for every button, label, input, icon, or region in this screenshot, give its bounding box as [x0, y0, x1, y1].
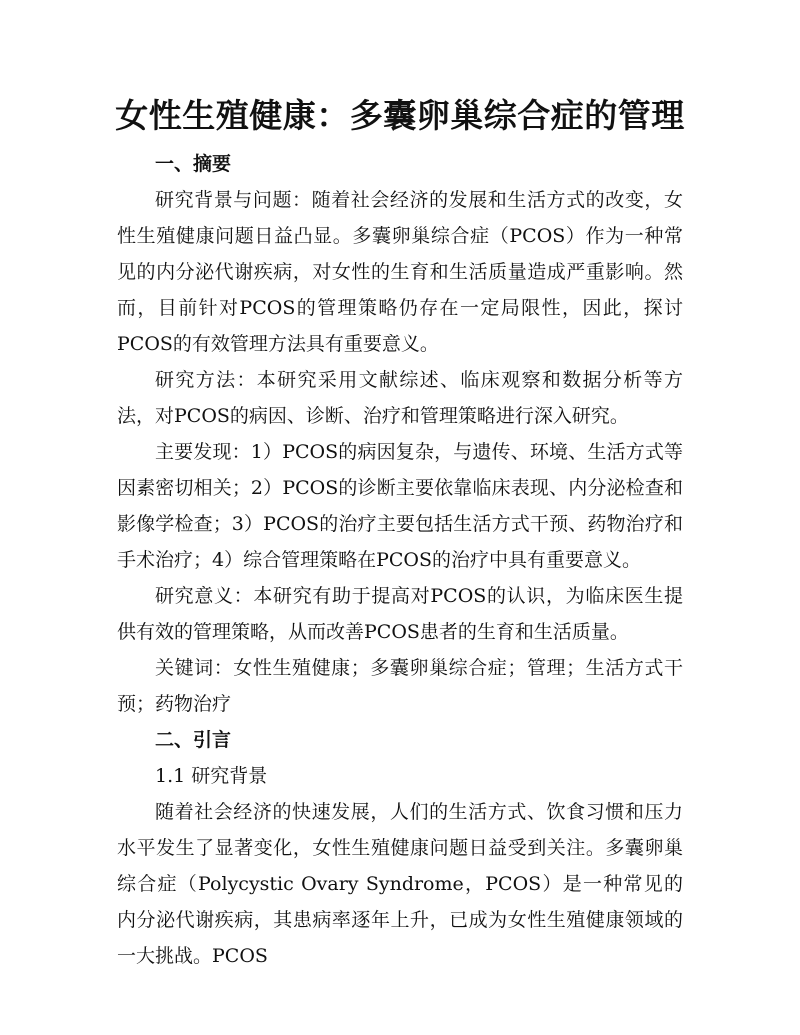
abstract-methods-paragraph: 研究方法：本研究采用文献综述、临床观察和数据分析等方法，对PCOS的病因、诊断、治疗和管理策略进行深入研究。	[117, 369, 683, 427]
introduction-heading: 二、引言	[155, 729, 232, 751]
research-background-subheading: 1.1 研究背景	[155, 765, 268, 787]
abstract-heading: 一、摘要	[155, 153, 232, 175]
introduction-paragraph: 随着社会经济的快速发展，人们的生活方式、饮食习惯和压力水平发生了显著变化，女性生殖健康问题日益受到关注。多囊卵巢综合症（Polycystic Ovary Syndrome，PCOS）是一种常见的内分泌代谢疾病，其患病率逐年上升，已成为女性生殖健康领域的一大挑战。PCOS	[117, 801, 683, 967]
abstract-findings-paragraph: 主要发现：1）PCOS的病因复杂，与遗传、环境、生活方式等因素密切相关；2）PCOS的诊断主要依靠临床表现、内分泌检查和影像学检查；3）PCOS的治疗主要包括生活方式干预、药物治疗和手术治疗；4）综合管理策略在PCOS的治疗中具有重要意义。	[117, 441, 683, 571]
keywords-paragraph: 关键词：女性生殖健康；多囊卵巢综合症；管理；生活方式干预；药物治疗	[117, 657, 683, 715]
abstract-significance-paragraph: 研究意义：本研究有助于提高对PCOS的认识，为临床医生提供有效的管理策略，从而改善PCOS患者的生育和生活质量。	[117, 585, 683, 643]
document-body	[117, 146, 683, 974]
abstract-background-paragraph: 研究背景与问题：随着社会经济的发展和生活方式的改变，女性生殖健康问题日益凸显。多囊卵巢综合症（PCOS）作为一种常见的内分泌代谢疾病，对女性的生育和生活质量造成严重影响。然而，目前针对PCOS的管理策略仍存在一定局限性，因此，探讨PCOS的有效管理方法具有重要意义。	[117, 189, 683, 355]
document-title: 女性生殖健康：多囊卵巢综合症的管理	[115, 96, 685, 135]
